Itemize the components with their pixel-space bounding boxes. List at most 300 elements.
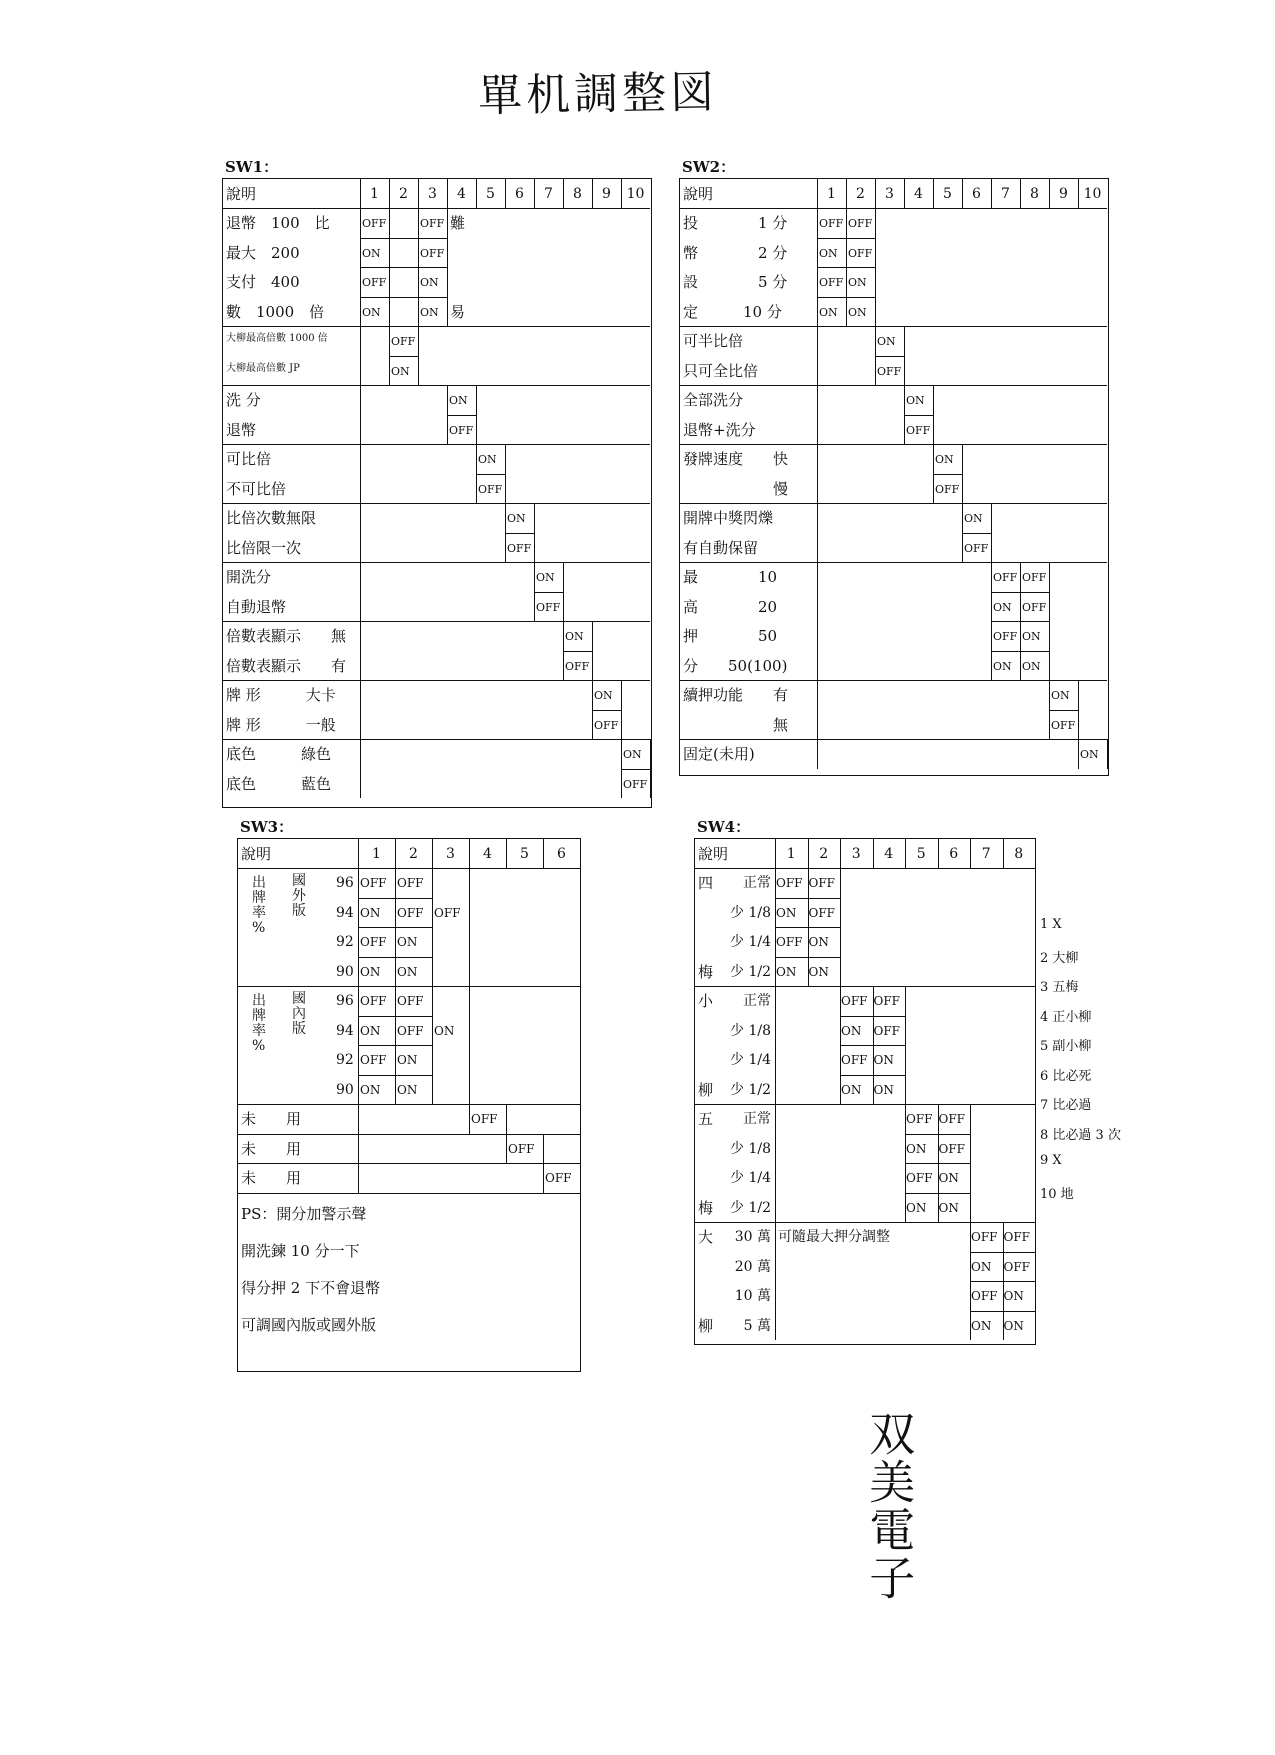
grid-line xyxy=(962,179,963,208)
side-label: 出 牌 率 % xyxy=(252,993,266,1054)
switch-value: OFF xyxy=(1022,571,1047,584)
column-number: 7 xyxy=(981,846,991,862)
setting-label: 洗 分 xyxy=(226,391,261,409)
grid-line xyxy=(775,898,840,899)
grid-line xyxy=(432,868,433,986)
setting-label: 退幣 100 比 xyxy=(226,214,330,232)
switch-value: ON xyxy=(938,1171,959,1185)
grid-line xyxy=(360,562,361,621)
switch-value: ON xyxy=(478,453,497,466)
grid-line xyxy=(543,839,544,868)
column-number: 1 xyxy=(786,846,796,862)
switch-value: ON xyxy=(1003,1318,1024,1333)
grid-line xyxy=(358,1016,432,1017)
header-label: 說明 xyxy=(698,845,729,863)
switch-value: OFF xyxy=(808,905,835,920)
switch-value: ON xyxy=(536,571,555,584)
column-number: 9 xyxy=(602,186,611,202)
grid-line xyxy=(808,839,809,868)
switch-value: ON xyxy=(776,905,797,920)
header-label: 說明 xyxy=(241,845,272,863)
setting-label: 退幣+洗分 xyxy=(683,420,756,439)
grid-line xyxy=(534,179,535,208)
note-text: PS：開分加警示聲 xyxy=(241,1204,367,1223)
switch-value: ON xyxy=(873,1082,894,1097)
switch-value: ON xyxy=(623,748,642,761)
grid-line xyxy=(991,503,992,562)
setting-label: 可比倍 xyxy=(226,450,272,468)
grid-line xyxy=(360,385,361,444)
grid-line xyxy=(223,385,650,386)
grid-line xyxy=(680,562,1107,563)
column-number: 5 xyxy=(916,846,926,862)
grid-line xyxy=(680,680,1107,681)
grid-line xyxy=(476,385,477,444)
column-number: 5 xyxy=(486,186,495,202)
grid-line xyxy=(358,1075,432,1076)
column-number: 3 xyxy=(446,846,455,862)
grid-line xyxy=(469,868,470,986)
sw1-label: SW1： xyxy=(225,158,279,176)
column-number: 2 xyxy=(409,846,418,862)
grid-line xyxy=(970,1252,1035,1253)
setting-label: 大柳最高倍數 1000 倍 xyxy=(226,333,328,344)
switch-value: OFF xyxy=(873,1023,900,1038)
group-label: 梅 xyxy=(698,962,714,981)
group-label: 小 xyxy=(698,992,714,1010)
rate-value: 94 xyxy=(336,1022,354,1039)
setting-label: 少 1/2 xyxy=(730,1199,771,1216)
switch-value: ON xyxy=(362,305,381,319)
switch-value: OFF xyxy=(508,1141,535,1156)
setting-label: 比倍次數無限 xyxy=(226,509,317,527)
switch-value: ON xyxy=(420,276,439,289)
setting-label: 定 10 分 xyxy=(683,302,782,321)
grid-line xyxy=(469,1104,470,1134)
legend-item: 6 比必死 xyxy=(1040,1068,1092,1084)
grid-line xyxy=(1078,739,1079,769)
setting-label: 押 50 xyxy=(683,627,778,645)
switch-value: OFF xyxy=(848,217,873,230)
grid-line xyxy=(875,179,876,208)
grid-line xyxy=(904,415,933,416)
grid-line xyxy=(505,444,506,503)
switch-value: ON xyxy=(594,689,613,702)
switch-value: OFF xyxy=(971,1230,998,1244)
grid-line xyxy=(592,179,593,208)
setting-label: 正常 xyxy=(743,1111,771,1127)
grid-line xyxy=(775,1222,776,1340)
column-number: 3 xyxy=(885,186,894,202)
grid-line xyxy=(875,208,876,326)
switch-value: OFF xyxy=(362,276,387,289)
column-number: 7 xyxy=(544,186,553,202)
grid-line xyxy=(680,385,1107,386)
switch-value: ON xyxy=(841,1082,862,1097)
setting-label: 可半比倍 xyxy=(683,332,744,350)
grid-line xyxy=(680,444,1107,445)
switch-value: ON xyxy=(906,1200,927,1215)
grid-line xyxy=(563,651,592,652)
grid-line xyxy=(775,927,840,928)
switch-value: OFF xyxy=(1003,1259,1030,1274)
switch-value: OFF xyxy=(594,718,619,732)
grid-line xyxy=(933,179,934,208)
column-number: 8 xyxy=(573,186,582,202)
grid-line xyxy=(775,957,840,958)
rate-value: 94 xyxy=(336,904,354,921)
switch-value: ON xyxy=(434,1023,455,1038)
switch-value: ON xyxy=(360,964,381,979)
group-label: 柳 xyxy=(698,1080,714,1099)
switch-value: OFF xyxy=(935,482,960,496)
column-number: 2 xyxy=(819,846,829,862)
setting-label: 少 1/4 xyxy=(730,1052,771,1068)
grid-line xyxy=(621,680,622,739)
grid-line xyxy=(991,592,1049,593)
setting-label: 5 萬 xyxy=(743,1317,771,1334)
grid-line xyxy=(1049,179,1050,208)
grid-line xyxy=(563,179,564,208)
grid-line xyxy=(904,326,905,385)
grid-line xyxy=(360,503,361,562)
column-number: 8 xyxy=(1014,846,1024,862)
setting-label: 慢 xyxy=(683,479,789,498)
grid-line xyxy=(543,1134,544,1164)
grid-line xyxy=(360,444,361,503)
grid-line xyxy=(873,839,874,868)
switch-value: ON xyxy=(971,1259,992,1274)
grid-line xyxy=(1107,739,1108,769)
switch-value: ON xyxy=(935,453,954,466)
legend-item: 10 地 xyxy=(1040,1186,1074,1202)
grid-line xyxy=(506,839,507,868)
setting-label: 無 xyxy=(683,715,789,734)
grid-line xyxy=(389,179,390,208)
switch-value: OFF xyxy=(565,659,590,673)
switch-value: OFF xyxy=(420,217,445,230)
version-label: 國 內 版 xyxy=(292,991,306,1037)
grid-line xyxy=(1049,710,1078,711)
setting-label: 未 用 xyxy=(241,1169,302,1187)
grid-line xyxy=(840,1045,905,1046)
setting-label: 大柳最高倍數 JP xyxy=(226,362,300,374)
setting-label: 數 1000 倍 xyxy=(226,302,325,321)
switch-value: ON xyxy=(993,600,1012,614)
grid-line xyxy=(389,356,418,357)
grid-line xyxy=(543,1163,544,1193)
switch-value: ON xyxy=(776,964,797,979)
note-text: 得分押 2 下不會退幣 xyxy=(241,1278,381,1297)
switch-value: ON xyxy=(819,305,838,319)
signature-stamp: 双美電子 xyxy=(862,1410,917,1602)
switch-value: ON xyxy=(848,305,867,319)
switch-value: OFF xyxy=(819,276,844,289)
switch-value: OFF xyxy=(536,600,561,614)
setting-label: 少 1/8 xyxy=(730,904,771,921)
column-number: 1 xyxy=(827,186,836,202)
switch-value: OFF xyxy=(397,994,424,1008)
setting-label: 支付 400 xyxy=(226,273,300,291)
switch-value: ON xyxy=(397,1053,418,1067)
column-number: 2 xyxy=(856,186,865,202)
grid-line xyxy=(238,868,580,869)
setting-label: 分 50(100) xyxy=(683,656,788,675)
grid-line xyxy=(775,1104,776,1222)
grid-line xyxy=(580,1163,581,1193)
grid-line xyxy=(1078,179,1079,208)
switch-value: ON xyxy=(397,1082,418,1097)
column-number: 8 xyxy=(1030,186,1039,202)
grid-line xyxy=(1003,839,1004,868)
grid-line xyxy=(1035,1222,1036,1340)
setting-label: 少 1/8 xyxy=(730,1140,771,1157)
switch-value: ON xyxy=(906,394,925,407)
grid-line xyxy=(358,1163,359,1193)
switch-value: OFF xyxy=(360,935,387,949)
grid-line xyxy=(432,839,433,868)
switch-value: ON xyxy=(397,964,418,979)
grid-line xyxy=(358,1134,359,1164)
setting-label: 正常 xyxy=(743,993,771,1009)
switch-value: OFF xyxy=(397,876,424,890)
switch-value: OFF xyxy=(360,1053,387,1067)
grid-line xyxy=(360,297,447,298)
legend-item: 5 副小柳 xyxy=(1040,1039,1092,1054)
grid-line xyxy=(1020,179,1021,208)
setting-label: 少 1/4 xyxy=(730,1170,771,1186)
grid-line xyxy=(695,868,1035,869)
setting-label: 比倍限一次 xyxy=(226,538,302,557)
grid-line xyxy=(592,621,593,680)
switch-value: ON xyxy=(1051,689,1070,702)
legend-item: 9 X xyxy=(1040,1153,1062,1168)
grid-line xyxy=(621,179,622,208)
grid-line xyxy=(905,986,906,1104)
grid-line xyxy=(970,839,971,868)
legend-item: 1 X xyxy=(1040,917,1062,932)
column-number: 10 xyxy=(1083,186,1102,202)
side-label: 出 牌 率 % xyxy=(252,875,266,936)
switch-value: OFF xyxy=(391,335,416,348)
grid-line xyxy=(840,1075,905,1076)
switch-value: ON xyxy=(1003,1289,1024,1303)
rate-value: 90 xyxy=(336,963,354,980)
rate-value: 92 xyxy=(336,934,354,950)
switch-value: OFF xyxy=(420,246,445,260)
column-number: 4 xyxy=(457,186,466,202)
column-number: 2 xyxy=(399,186,408,202)
column-number: 6 xyxy=(949,846,959,862)
grid-line xyxy=(360,621,361,680)
setting-label: 全部洗分 xyxy=(683,391,744,409)
setting-label: 設 5 分 xyxy=(683,273,788,291)
grid-line xyxy=(991,651,1049,652)
grid-line xyxy=(680,326,1107,327)
setting-label: 有自動保留 xyxy=(683,538,759,557)
grid-line xyxy=(840,868,841,986)
group-label: 五 xyxy=(698,1110,714,1128)
setting-label: 30 萬 xyxy=(734,1229,771,1245)
switch-value: ON xyxy=(420,305,439,319)
setting-label: 開牌中獎閃爍 xyxy=(683,509,774,527)
grid-line xyxy=(395,839,396,868)
group-label: 柳 xyxy=(698,1316,714,1335)
switch-value: ON xyxy=(565,630,584,643)
switch-value: ON xyxy=(906,1141,927,1156)
switch-value: OFF xyxy=(938,1141,965,1156)
header-label: 說明 xyxy=(683,185,714,203)
grid-line xyxy=(875,356,904,357)
grid-line xyxy=(360,267,447,268)
switch-value: ON xyxy=(507,512,526,525)
grid-line xyxy=(905,839,906,868)
grid-line xyxy=(223,562,650,563)
switch-value: ON xyxy=(808,935,829,949)
setting-label: 底色 綠色 xyxy=(226,745,332,763)
switch-value: ON xyxy=(1022,659,1041,673)
grid-line xyxy=(817,385,818,444)
switch-value: OFF xyxy=(449,423,474,437)
switch-value: ON xyxy=(1022,630,1041,643)
grid-line xyxy=(534,503,535,562)
legend-item: 3 五梅 xyxy=(1040,980,1079,995)
group-label: 大 xyxy=(698,1228,714,1246)
column-number: 3 xyxy=(428,186,437,202)
legend-item: 2 大柳 xyxy=(1040,950,1079,966)
switch-value: ON xyxy=(841,1023,862,1038)
grid-line xyxy=(223,680,650,681)
switch-value: OFF xyxy=(964,541,989,555)
grid-line xyxy=(358,1045,432,1046)
switch-value: ON xyxy=(971,1318,992,1333)
grid-line xyxy=(695,986,1035,987)
grid-line xyxy=(991,621,1049,622)
switch-value: OFF xyxy=(776,876,803,890)
setting-label: 未 用 xyxy=(241,1110,302,1128)
setting-label: 只可全比倍 xyxy=(683,361,759,380)
switch-value: OFF xyxy=(471,1112,498,1126)
grid-line xyxy=(469,839,470,868)
switch-value: ON xyxy=(993,659,1012,673)
group-label: 四 xyxy=(698,874,714,892)
grid-line xyxy=(905,1134,970,1135)
grid-line xyxy=(817,238,875,239)
switch-value: OFF xyxy=(808,876,835,890)
switch-value: ON xyxy=(964,512,983,525)
switch-value: OFF xyxy=(841,1053,868,1067)
difficulty-label: 易 xyxy=(450,302,466,321)
grid-line xyxy=(447,208,448,326)
column-number: 5 xyxy=(520,846,529,862)
grid-line xyxy=(223,621,650,622)
rate-value: 96 xyxy=(336,875,354,891)
switch-value: OFF xyxy=(1051,718,1076,732)
grid-line xyxy=(447,415,476,416)
switch-value: OFF xyxy=(397,905,424,920)
setting-label: 少 1/4 xyxy=(730,934,771,950)
grid-line xyxy=(695,1222,1035,1223)
setting-label: 底色 藍色 xyxy=(226,774,332,793)
switch-value: OFF xyxy=(545,1171,572,1185)
grid-line xyxy=(476,474,505,475)
grid-line xyxy=(817,326,818,385)
switch-value: ON xyxy=(808,964,829,979)
switch-value: OFF xyxy=(938,1112,965,1126)
column-number: 4 xyxy=(884,846,894,862)
grid-line xyxy=(840,1016,905,1017)
switch-value: ON xyxy=(1080,748,1099,761)
column-number: 1 xyxy=(370,186,379,202)
setting-label: 投 1 分 xyxy=(683,214,788,232)
grid-line xyxy=(223,326,650,327)
grid-line xyxy=(962,444,963,503)
grid-line xyxy=(360,238,447,239)
grid-line xyxy=(418,326,419,385)
grid-line xyxy=(1049,562,1050,680)
rate-value: 96 xyxy=(336,993,354,1009)
grid-line xyxy=(817,739,818,769)
switch-value: OFF xyxy=(776,935,803,949)
note-text: 開洗鍊 10 分一下 xyxy=(241,1241,360,1260)
grid-line xyxy=(817,267,875,268)
grid-line xyxy=(775,986,776,1104)
grid-line xyxy=(506,1104,507,1134)
switch-value: OFF xyxy=(877,364,902,378)
grid-line xyxy=(505,533,534,534)
sw2-table xyxy=(679,178,1109,776)
switch-value: ON xyxy=(877,335,896,348)
grid-line xyxy=(447,179,448,208)
switch-value: OFF xyxy=(1003,1230,1030,1244)
grid-line xyxy=(358,898,432,899)
grid-line xyxy=(695,1104,1035,1105)
grid-line xyxy=(905,1163,970,1164)
grid-line xyxy=(418,179,419,208)
grid-line xyxy=(476,179,477,208)
setting-label: 倍數表顯示 有 xyxy=(226,656,347,675)
grid-line xyxy=(904,179,905,208)
grid-line xyxy=(970,1311,1035,1312)
grid-line xyxy=(991,179,992,208)
switch-value: OFF xyxy=(819,217,844,230)
setting-label: 退幣 xyxy=(226,420,257,439)
grid-line xyxy=(360,739,361,798)
switch-value: OFF xyxy=(434,905,461,920)
column-number: 6 xyxy=(557,846,566,862)
grid-line xyxy=(238,1104,580,1105)
grid-line xyxy=(840,839,841,868)
grid-line xyxy=(223,503,650,504)
grid-line xyxy=(360,680,361,739)
legend-item: 7 比必過 xyxy=(1040,1098,1092,1113)
switch-value: ON xyxy=(449,394,468,407)
setting-label: 少 1/2 xyxy=(730,1081,771,1098)
setting-label: 10 萬 xyxy=(734,1288,771,1304)
grid-line xyxy=(970,1104,971,1222)
switch-value: ON xyxy=(360,905,381,920)
grid-line xyxy=(432,986,433,1104)
setting-label: 少 1/8 xyxy=(730,1022,771,1039)
column-number: 1 xyxy=(372,846,381,862)
switch-value: OFF xyxy=(873,994,900,1008)
switch-value: ON xyxy=(391,364,410,378)
group-label: 梅 xyxy=(698,1198,714,1217)
switch-value: OFF xyxy=(360,994,387,1008)
grid-line xyxy=(223,208,650,209)
switch-value: OFF xyxy=(507,541,532,555)
grid-line xyxy=(905,1193,970,1194)
